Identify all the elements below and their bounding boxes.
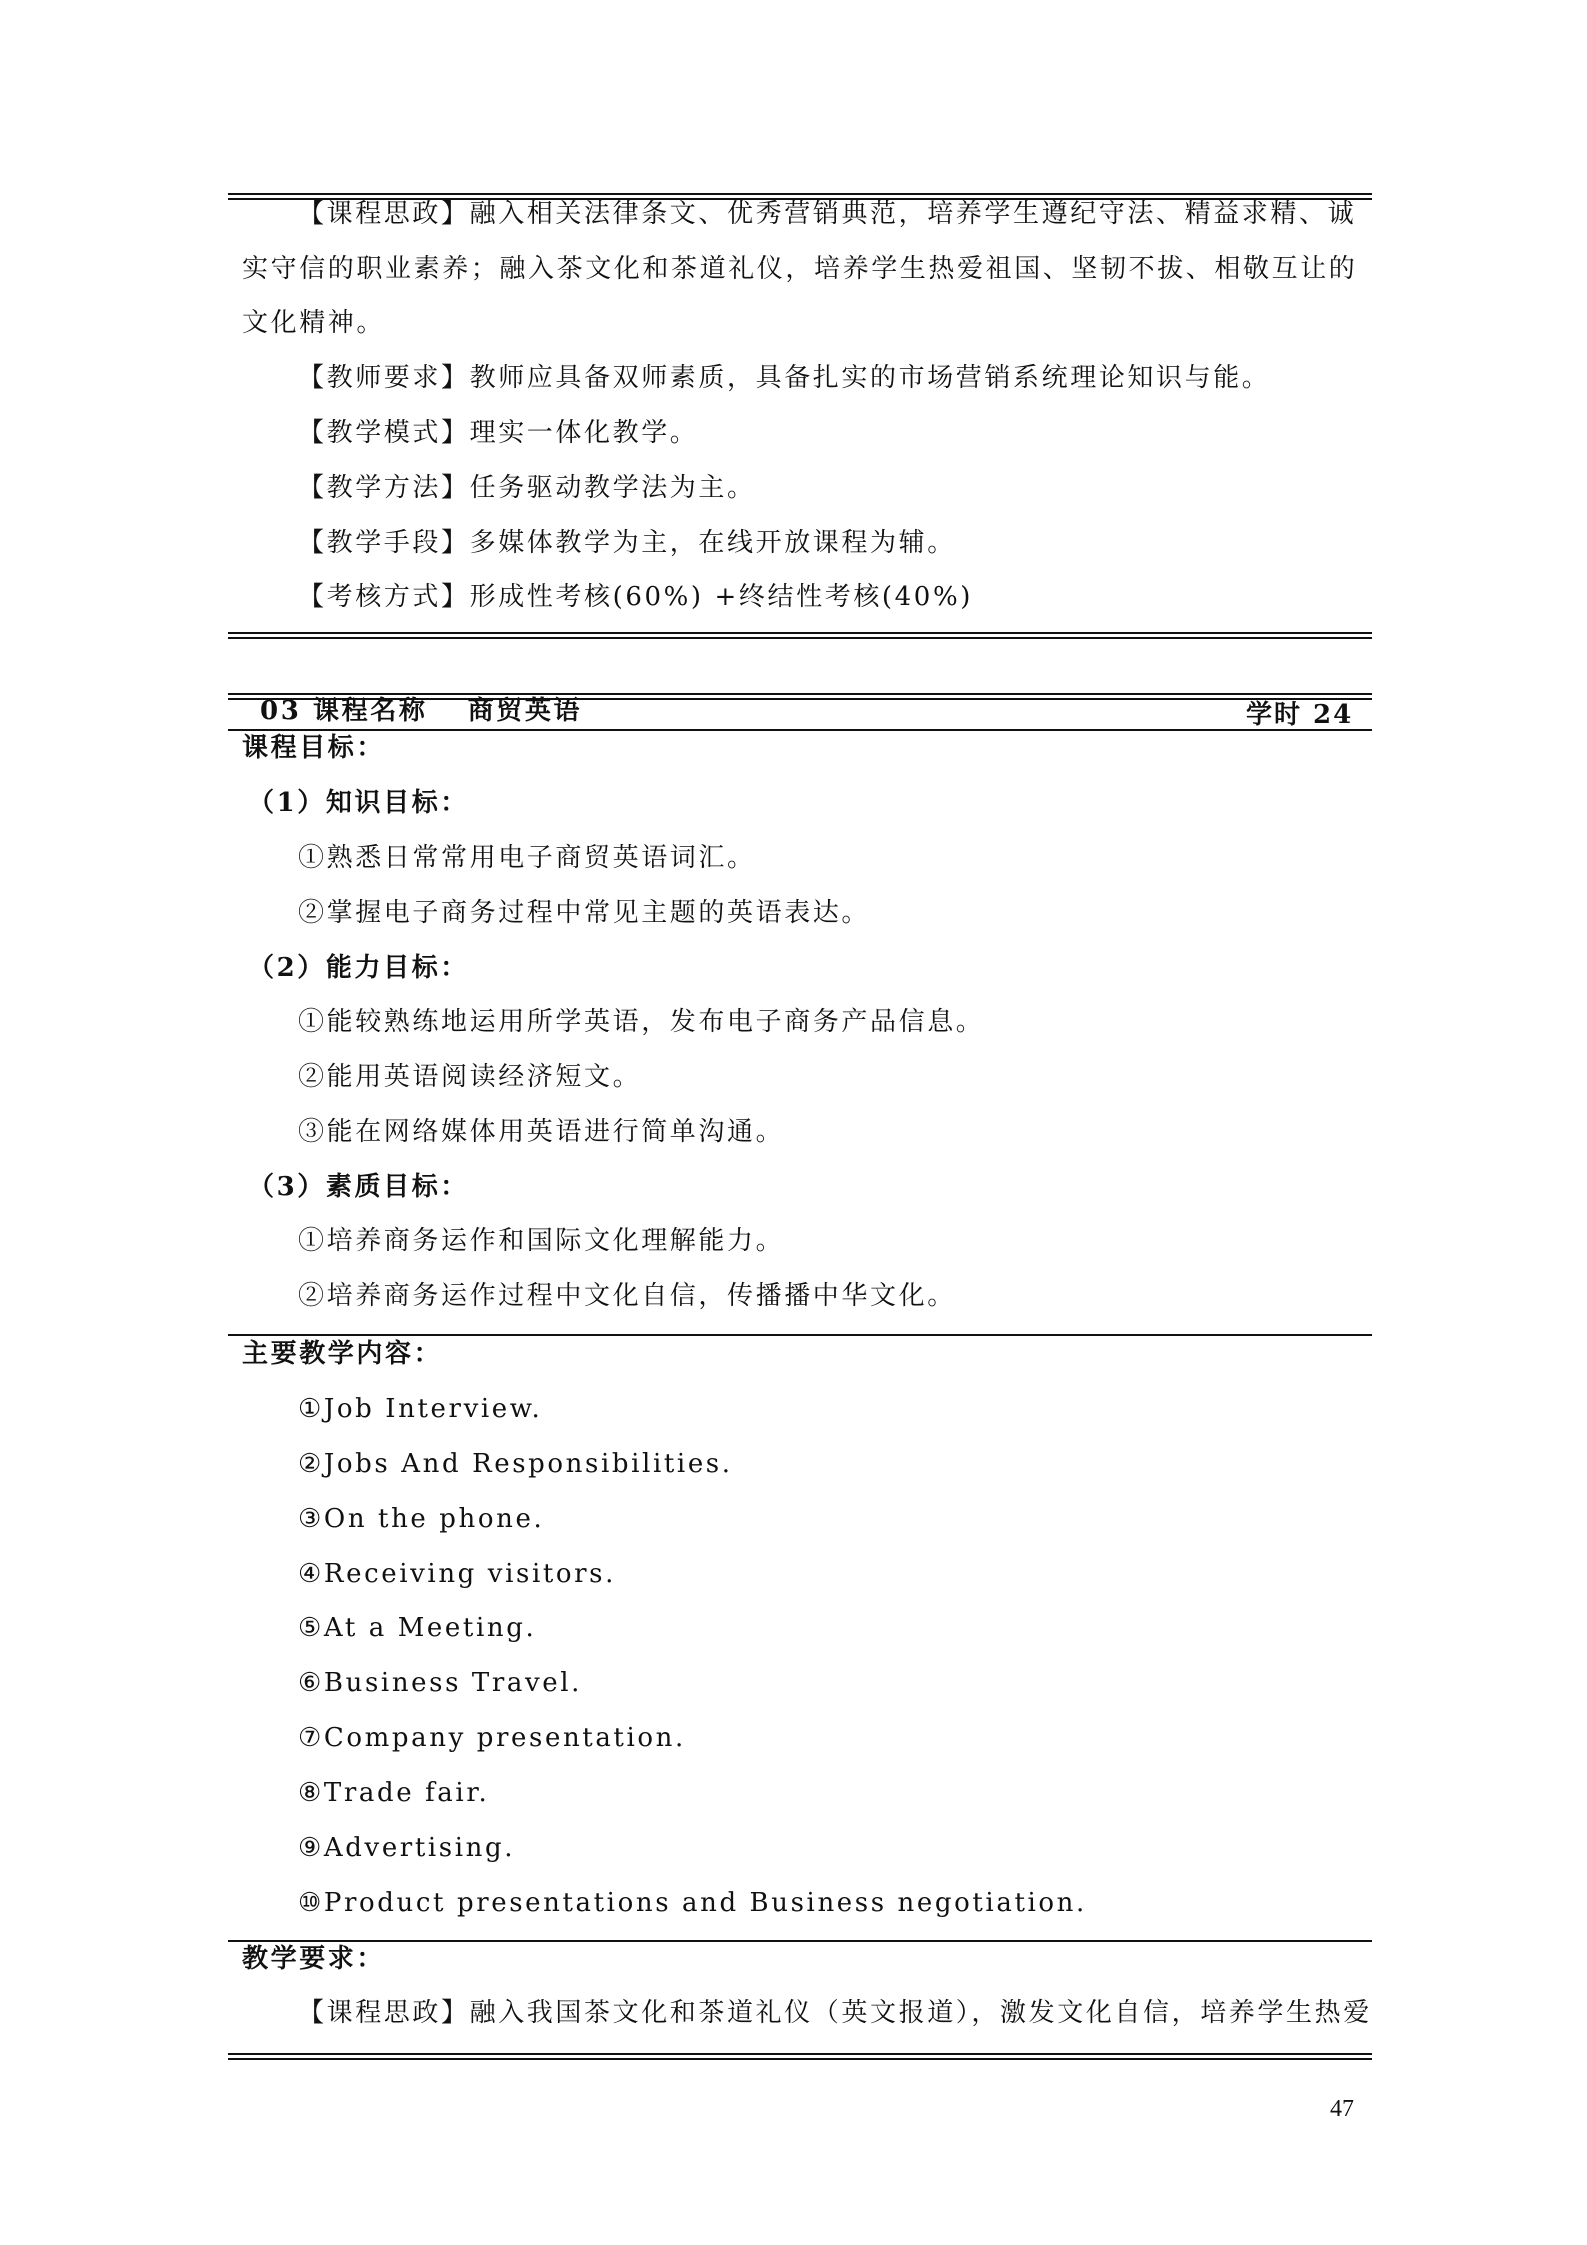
list-item: ⑤At a Meeting. [298,1613,537,1643]
course-hours: 学时 24 [1246,700,1354,730]
page-number: 47 [1330,2096,1354,2122]
list-item: ①Job Interview. [298,1394,543,1424]
list-item: ②能用英语阅读经济短文。 [298,1062,642,1092]
text-line: 【考核方式】形成性考核(60%) +终结性考核(40%) [298,582,974,612]
section-end-double-rule [228,632,1372,639]
text-line: 【教学方法】任务驱动教学法为主。 [298,473,756,503]
content-rule [228,1334,1372,1336]
list-item: ④Receiving visitors. [298,1559,616,1589]
text-line: 【课程思政】融入我国茶文化和茶道礼仪（英文报道），激发文化自信，培养学生热爱 [298,1998,1372,2028]
ability-label: （2）能力目标： [248,953,469,983]
course-title: 03 课程名称 商贸英语 [260,696,583,726]
list-item: ⑩Product presentations and Business negotiation. [298,1888,1087,1918]
list-item: ②培养商务运作过程中文化自信，传播播中华文化。 [298,1281,956,1311]
content-label: 主要教学内容： [242,1339,443,1369]
text-line: 【教学模式】理实一体化教学。 [298,418,699,448]
requirements-label: 教学要求： [242,1944,386,1974]
text-line: 【教学手段】多媒体教学为主，在线开放课程为辅。 [298,528,956,558]
knowledge-label: （1）知识目标： [248,788,469,818]
list-item: ②掌握电子商务过程中常见主题的英语表达。 [298,898,871,928]
list-item: ⑥Business Travel. [298,1668,583,1698]
text-line: 实守信的职业素养；融入茶文化和茶道礼仪，培养学生热爱祖国、坚韧不拔、相敬互让的 [242,254,1358,284]
text-line: 【课程思政】融入相关法律条文、优秀营销典范，培养学生遵纪守法、精益求精、诚 [298,199,1357,229]
list-item: ②Jobs And Responsibilities. [298,1449,733,1479]
list-item: ③能在网络媒体用英语进行简单沟通。 [298,1117,785,1147]
list-item: ⑨Advertising. [298,1833,516,1863]
bottom-double-rule [228,2053,1372,2060]
list-item: ⑧Trade fair. [298,1778,490,1808]
objectives-label: 课程目标： [242,733,386,763]
list-item: ①培养商务运作和国际文化理解能力。 [298,1226,785,1256]
text-line: 【教师要求】教师应具备双师素质，具备扎实的市场营销系统理论知识与能。 [298,363,1271,393]
list-item: ①能较熟练地运用所学英语，发布电子商务产品信息。 [298,1007,985,1037]
list-item: ③On the phone. [298,1504,545,1534]
list-item: ⑦Company presentation. [298,1723,686,1753]
text-line: 文化精神。 [242,308,386,338]
list-item: ①熟悉日常常用电子商贸英语词汇。 [298,843,756,873]
quality-label: （3）素质目标： [248,1172,469,1202]
